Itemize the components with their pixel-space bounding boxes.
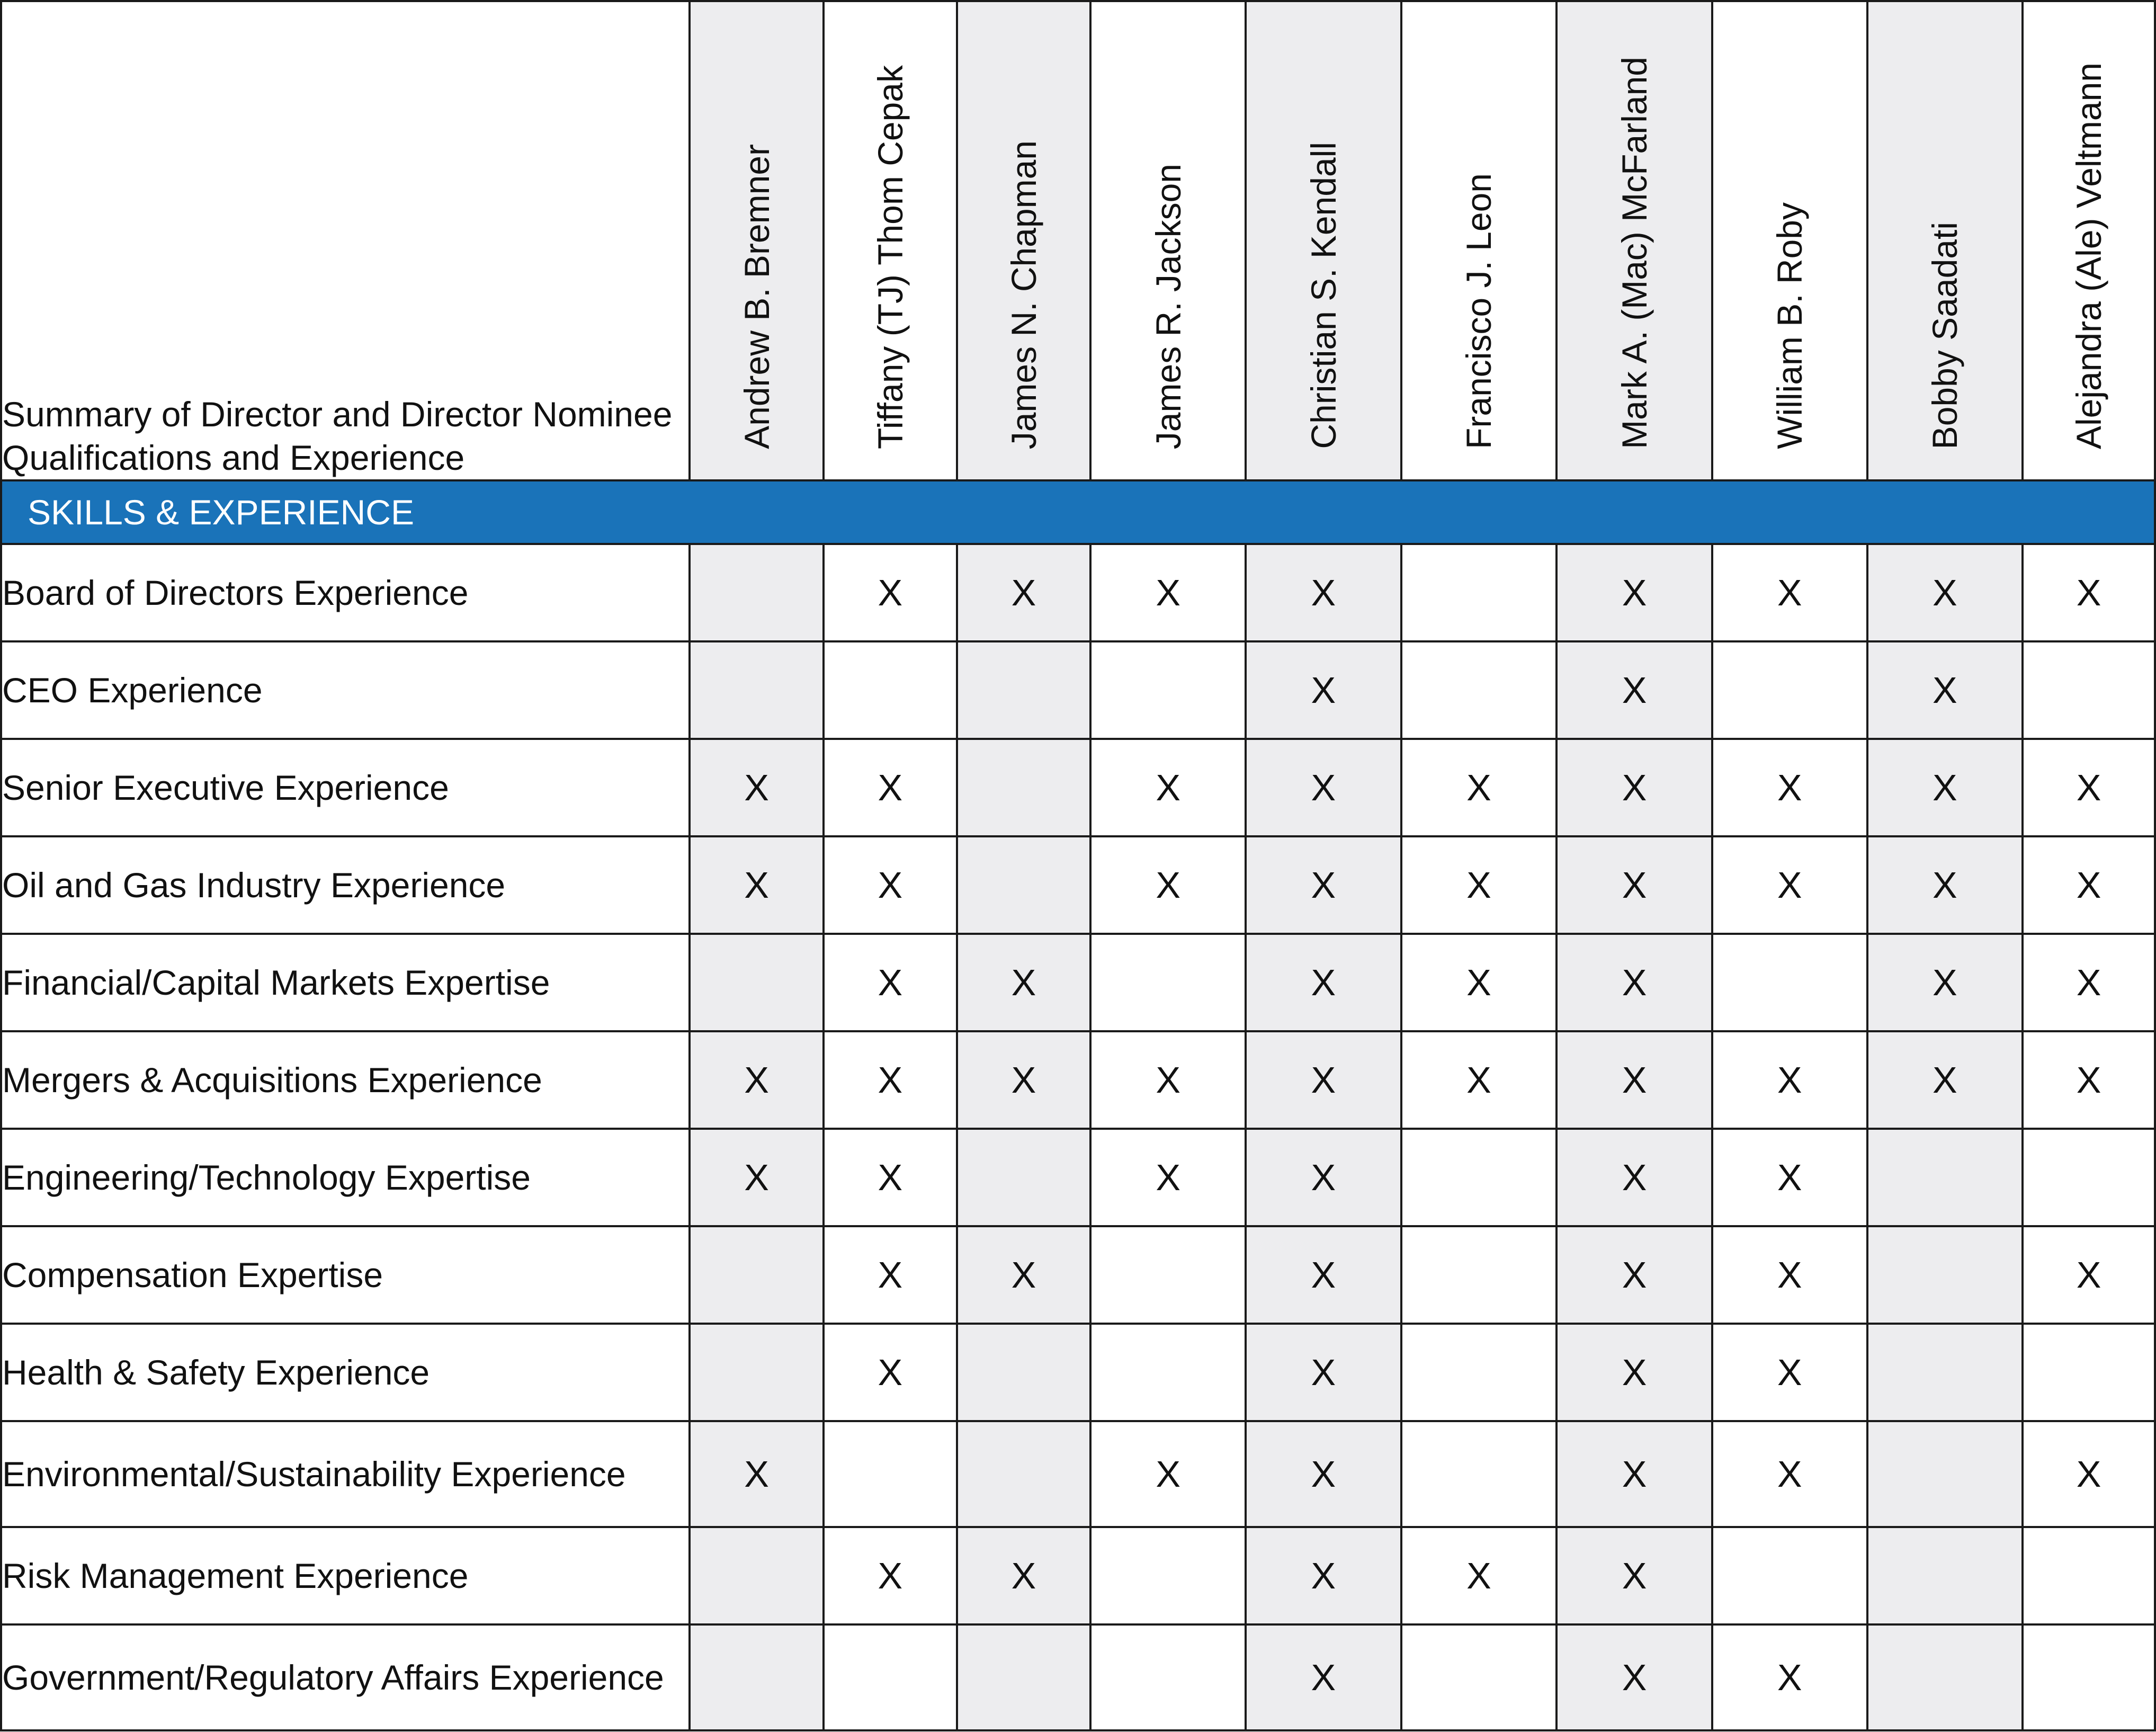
skill-mark-cell: X — [1246, 1031, 1401, 1129]
skill-mark-cell: X — [1246, 934, 1401, 1031]
skill-row — [1, 544, 2155, 641]
skill-mark-cell: X — [957, 1031, 1091, 1129]
director-header — [824, 1, 957, 480]
skill-mark-cell: X — [957, 1226, 1091, 1324]
skill-row — [1, 934, 2155, 1031]
skill-mark-cell: X — [1556, 1324, 1712, 1421]
skill-mark-cell: X — [957, 544, 1091, 641]
skill-mark-cell: X — [824, 934, 957, 1031]
skill-label: CEO Experience — [1, 641, 690, 739]
skill-mark-cell — [690, 544, 824, 641]
skill-label: Risk Management Experience — [1, 1527, 690, 1624]
director-name: Alejandra (Ale) Veltmann — [2069, 62, 2109, 449]
skill-mark-cell — [2023, 641, 2155, 739]
skill-mark-cell: X — [1556, 836, 1712, 934]
skill-mark-cell: X — [824, 739, 957, 836]
skill-mark-cell: X — [1246, 1226, 1401, 1324]
skill-mark-cell — [1401, 1226, 1557, 1324]
skill-mark-cell: X — [1090, 544, 1246, 641]
director-name: Tiffany (TJ) Thom Cepak — [870, 65, 910, 449]
skill-mark-cell: X — [1867, 641, 2023, 739]
skill-mark-cell — [957, 1421, 1091, 1527]
skill-mark-cell: X — [2023, 836, 2155, 934]
skill-mark-cell: X — [1556, 1421, 1712, 1527]
skill-mark-cell: X — [1712, 1226, 1867, 1324]
skill-mark-cell: X — [824, 836, 957, 934]
skill-mark-cell: X — [1712, 1624, 1867, 1730]
skill-mark-cell: X — [2023, 934, 2155, 1031]
skill-mark-cell: X — [824, 1129, 957, 1226]
skill-mark-cell — [1090, 1324, 1246, 1421]
skill-mark-cell: X — [1556, 544, 1712, 641]
skill-mark-cell: X — [1246, 544, 1401, 641]
skill-mark-cell — [1401, 1129, 1557, 1226]
skill-mark-cell: X — [1712, 739, 1867, 836]
skill-mark-cell: X — [1556, 1129, 1712, 1226]
skill-mark-cell — [690, 1624, 824, 1730]
director-header — [1556, 1, 1712, 480]
skill-mark-cell: X — [824, 1324, 957, 1421]
skill-mark-cell: X — [1090, 1421, 1246, 1527]
skill-mark-cell — [1867, 1324, 2023, 1421]
skill-row — [1, 1129, 2155, 1226]
director-header — [1712, 1, 1867, 480]
skill-mark-cell — [2023, 1527, 2155, 1624]
skill-mark-cell — [957, 1624, 1091, 1730]
skill-mark-cell: X — [1556, 934, 1712, 1031]
skill-label: Government/Regulatory Affairs Experience — [1, 1624, 690, 1730]
skill-mark-cell — [690, 934, 824, 1031]
skill-mark-cell — [957, 1129, 1091, 1226]
skill-mark-cell — [1401, 641, 1557, 739]
skill-mark-cell: X — [1090, 739, 1246, 836]
skill-mark-cell: X — [824, 1527, 957, 1624]
skill-mark-cell — [1712, 934, 1867, 1031]
director-name: Andrew B. Bremner — [737, 144, 776, 449]
skill-mark-cell: X — [690, 1129, 824, 1226]
skill-mark-cell: X — [1246, 641, 1401, 739]
skill-mark-cell: X — [690, 1031, 824, 1129]
section-row — [1, 480, 2155, 544]
skill-row — [1, 1624, 2155, 1730]
skill-mark-cell: X — [1556, 1624, 1712, 1730]
skill-mark-cell: X — [1401, 739, 1557, 836]
director-header — [1090, 1, 1246, 480]
skill-mark-cell: X — [1556, 739, 1712, 836]
skill-mark-cell — [824, 641, 957, 739]
skill-mark-cell: X — [1090, 1129, 1246, 1226]
skill-mark-cell — [1090, 934, 1246, 1031]
skill-mark-cell — [824, 1624, 957, 1730]
skill-mark-cell — [2023, 1324, 2155, 1421]
skill-mark-cell: X — [1401, 1527, 1557, 1624]
skill-label: Compensation Expertise — [1, 1226, 690, 1324]
skill-mark-cell — [1401, 1324, 1557, 1421]
skill-mark-cell — [1712, 641, 1867, 739]
skill-mark-cell — [1867, 1624, 2023, 1730]
skill-mark-cell — [1712, 1527, 1867, 1624]
skill-mark-cell: X — [1401, 836, 1557, 934]
skill-mark-cell — [1867, 1226, 2023, 1324]
director-name: James N. Chapman — [1004, 140, 1043, 449]
skill-mark-cell: X — [2023, 1421, 2155, 1527]
skill-mark-cell: X — [1401, 934, 1557, 1031]
skill-label: Senior Executive Experience — [1, 739, 690, 836]
skill-mark-cell: X — [1246, 1324, 1401, 1421]
skill-mark-cell — [1401, 1624, 1557, 1730]
skill-mark-cell — [1401, 544, 1557, 641]
skill-row — [1, 1421, 2155, 1527]
header-row — [1, 1, 2155, 480]
skill-mark-cell: X — [2023, 1031, 2155, 1129]
skills-body — [1, 480, 2155, 1730]
skill-row — [1, 641, 2155, 739]
skill-mark-cell: X — [1712, 1031, 1867, 1129]
skill-mark-cell: X — [1712, 544, 1867, 641]
skill-mark-cell: X — [1867, 836, 2023, 934]
skill-mark-cell — [957, 641, 1091, 739]
director-name: James R. Jackson — [1148, 163, 1188, 449]
skill-mark-cell — [690, 641, 824, 739]
skill-mark-cell — [957, 836, 1091, 934]
skill-mark-cell — [690, 1527, 824, 1624]
skill-label: Mergers & Acquisitions Experience — [1, 1031, 690, 1129]
skill-mark-cell: X — [824, 1031, 957, 1129]
skill-mark-cell — [690, 1226, 824, 1324]
skill-mark-cell — [2023, 1624, 2155, 1730]
skill-row — [1, 739, 2155, 836]
skill-label: Oil and Gas Industry Experience — [1, 836, 690, 934]
skill-mark-cell: X — [824, 544, 957, 641]
skill-row — [1, 1226, 2155, 1324]
skill-mark-cell: X — [1246, 1421, 1401, 1527]
skill-mark-cell: X — [1712, 1324, 1867, 1421]
skill-mark-cell: X — [1401, 1031, 1557, 1129]
skill-label: Engineering/Technology Expertise — [1, 1129, 690, 1226]
skill-mark-cell — [1867, 1527, 2023, 1624]
skill-mark-cell — [1401, 1421, 1557, 1527]
skill-mark-cell: X — [957, 1527, 1091, 1624]
skill-mark-cell: X — [2023, 1226, 2155, 1324]
skill-row — [1, 1324, 2155, 1421]
skill-mark-cell: X — [1246, 1624, 1401, 1730]
skill-mark-cell: X — [1712, 1129, 1867, 1226]
skill-mark-cell: X — [1556, 641, 1712, 739]
skill-mark-cell — [690, 1324, 824, 1421]
skill-mark-cell — [824, 1421, 957, 1527]
skill-mark-cell: X — [2023, 739, 2155, 836]
skill-mark-cell: X — [1712, 836, 1867, 934]
skill-label: Financial/Capital Markets Expertise — [1, 934, 690, 1031]
skill-mark-cell: X — [1867, 934, 2023, 1031]
section-label: SKILLS & EXPERIENCE — [1, 480, 2155, 544]
skill-row — [1, 836, 2155, 934]
skill-mark-cell: X — [824, 1226, 957, 1324]
director-header — [2023, 1, 2155, 480]
director-name: Francisco J. Leon — [1459, 173, 1499, 449]
skill-mark-cell: X — [1556, 1226, 1712, 1324]
skill-mark-cell: X — [690, 1421, 824, 1527]
director-name: William B. Roby — [1770, 202, 1810, 449]
skill-mark-cell — [1090, 1527, 1246, 1624]
director-name: Bobby Saadati — [1925, 221, 1965, 449]
skill-mark-cell: X — [690, 739, 824, 836]
skill-mark-cell: X — [1867, 739, 2023, 836]
skill-mark-cell — [1090, 1226, 1246, 1324]
director-header — [690, 1, 824, 480]
director-name: Christian S. Kendall — [1303, 142, 1343, 449]
skill-mark-cell: X — [1712, 1421, 1867, 1527]
skill-label: Board of Directors Experience — [1, 544, 690, 641]
skill-mark-cell: X — [1090, 1031, 1246, 1129]
skill-mark-cell: X — [1556, 1031, 1712, 1129]
skill-mark-cell: X — [2023, 544, 2155, 641]
skill-mark-cell: X — [1246, 836, 1401, 934]
skill-mark-cell: X — [1246, 1129, 1401, 1226]
skill-mark-cell — [2023, 1129, 2155, 1226]
skill-mark-cell: X — [1090, 836, 1246, 934]
director-name: Mark A. (Mac) McFarland — [1615, 57, 1654, 449]
skill-row — [1, 1031, 2155, 1129]
skill-mark-cell: X — [690, 836, 824, 934]
skill-row — [1, 1527, 2155, 1624]
skill-mark-cell — [1867, 1421, 2023, 1527]
skill-mark-cell: X — [1556, 1527, 1712, 1624]
skill-label: Environmental/Sustainability Experience — [1, 1421, 690, 1527]
skill-mark-cell: X — [1867, 544, 2023, 641]
director-header — [1867, 1, 2023, 480]
director-header — [1401, 1, 1557, 480]
skill-label: Health & Safety Experience — [1, 1324, 690, 1421]
skill-mark-cell — [1090, 1624, 1246, 1730]
skill-mark-cell — [1090, 641, 1246, 739]
skill-mark-cell: X — [1246, 1527, 1401, 1624]
skill-mark-cell: X — [1867, 1031, 2023, 1129]
skill-mark-cell — [957, 1324, 1091, 1421]
director-header — [957, 1, 1091, 480]
skill-mark-cell: X — [957, 934, 1091, 1031]
director-header — [1246, 1, 1401, 480]
skill-mark-cell — [1867, 1129, 2023, 1226]
matrix-title: Summary of Director and Director Nominee Qualifications and Experience — [1, 1, 690, 480]
skill-mark-cell — [957, 739, 1091, 836]
skill-mark-cell: X — [1246, 739, 1401, 836]
